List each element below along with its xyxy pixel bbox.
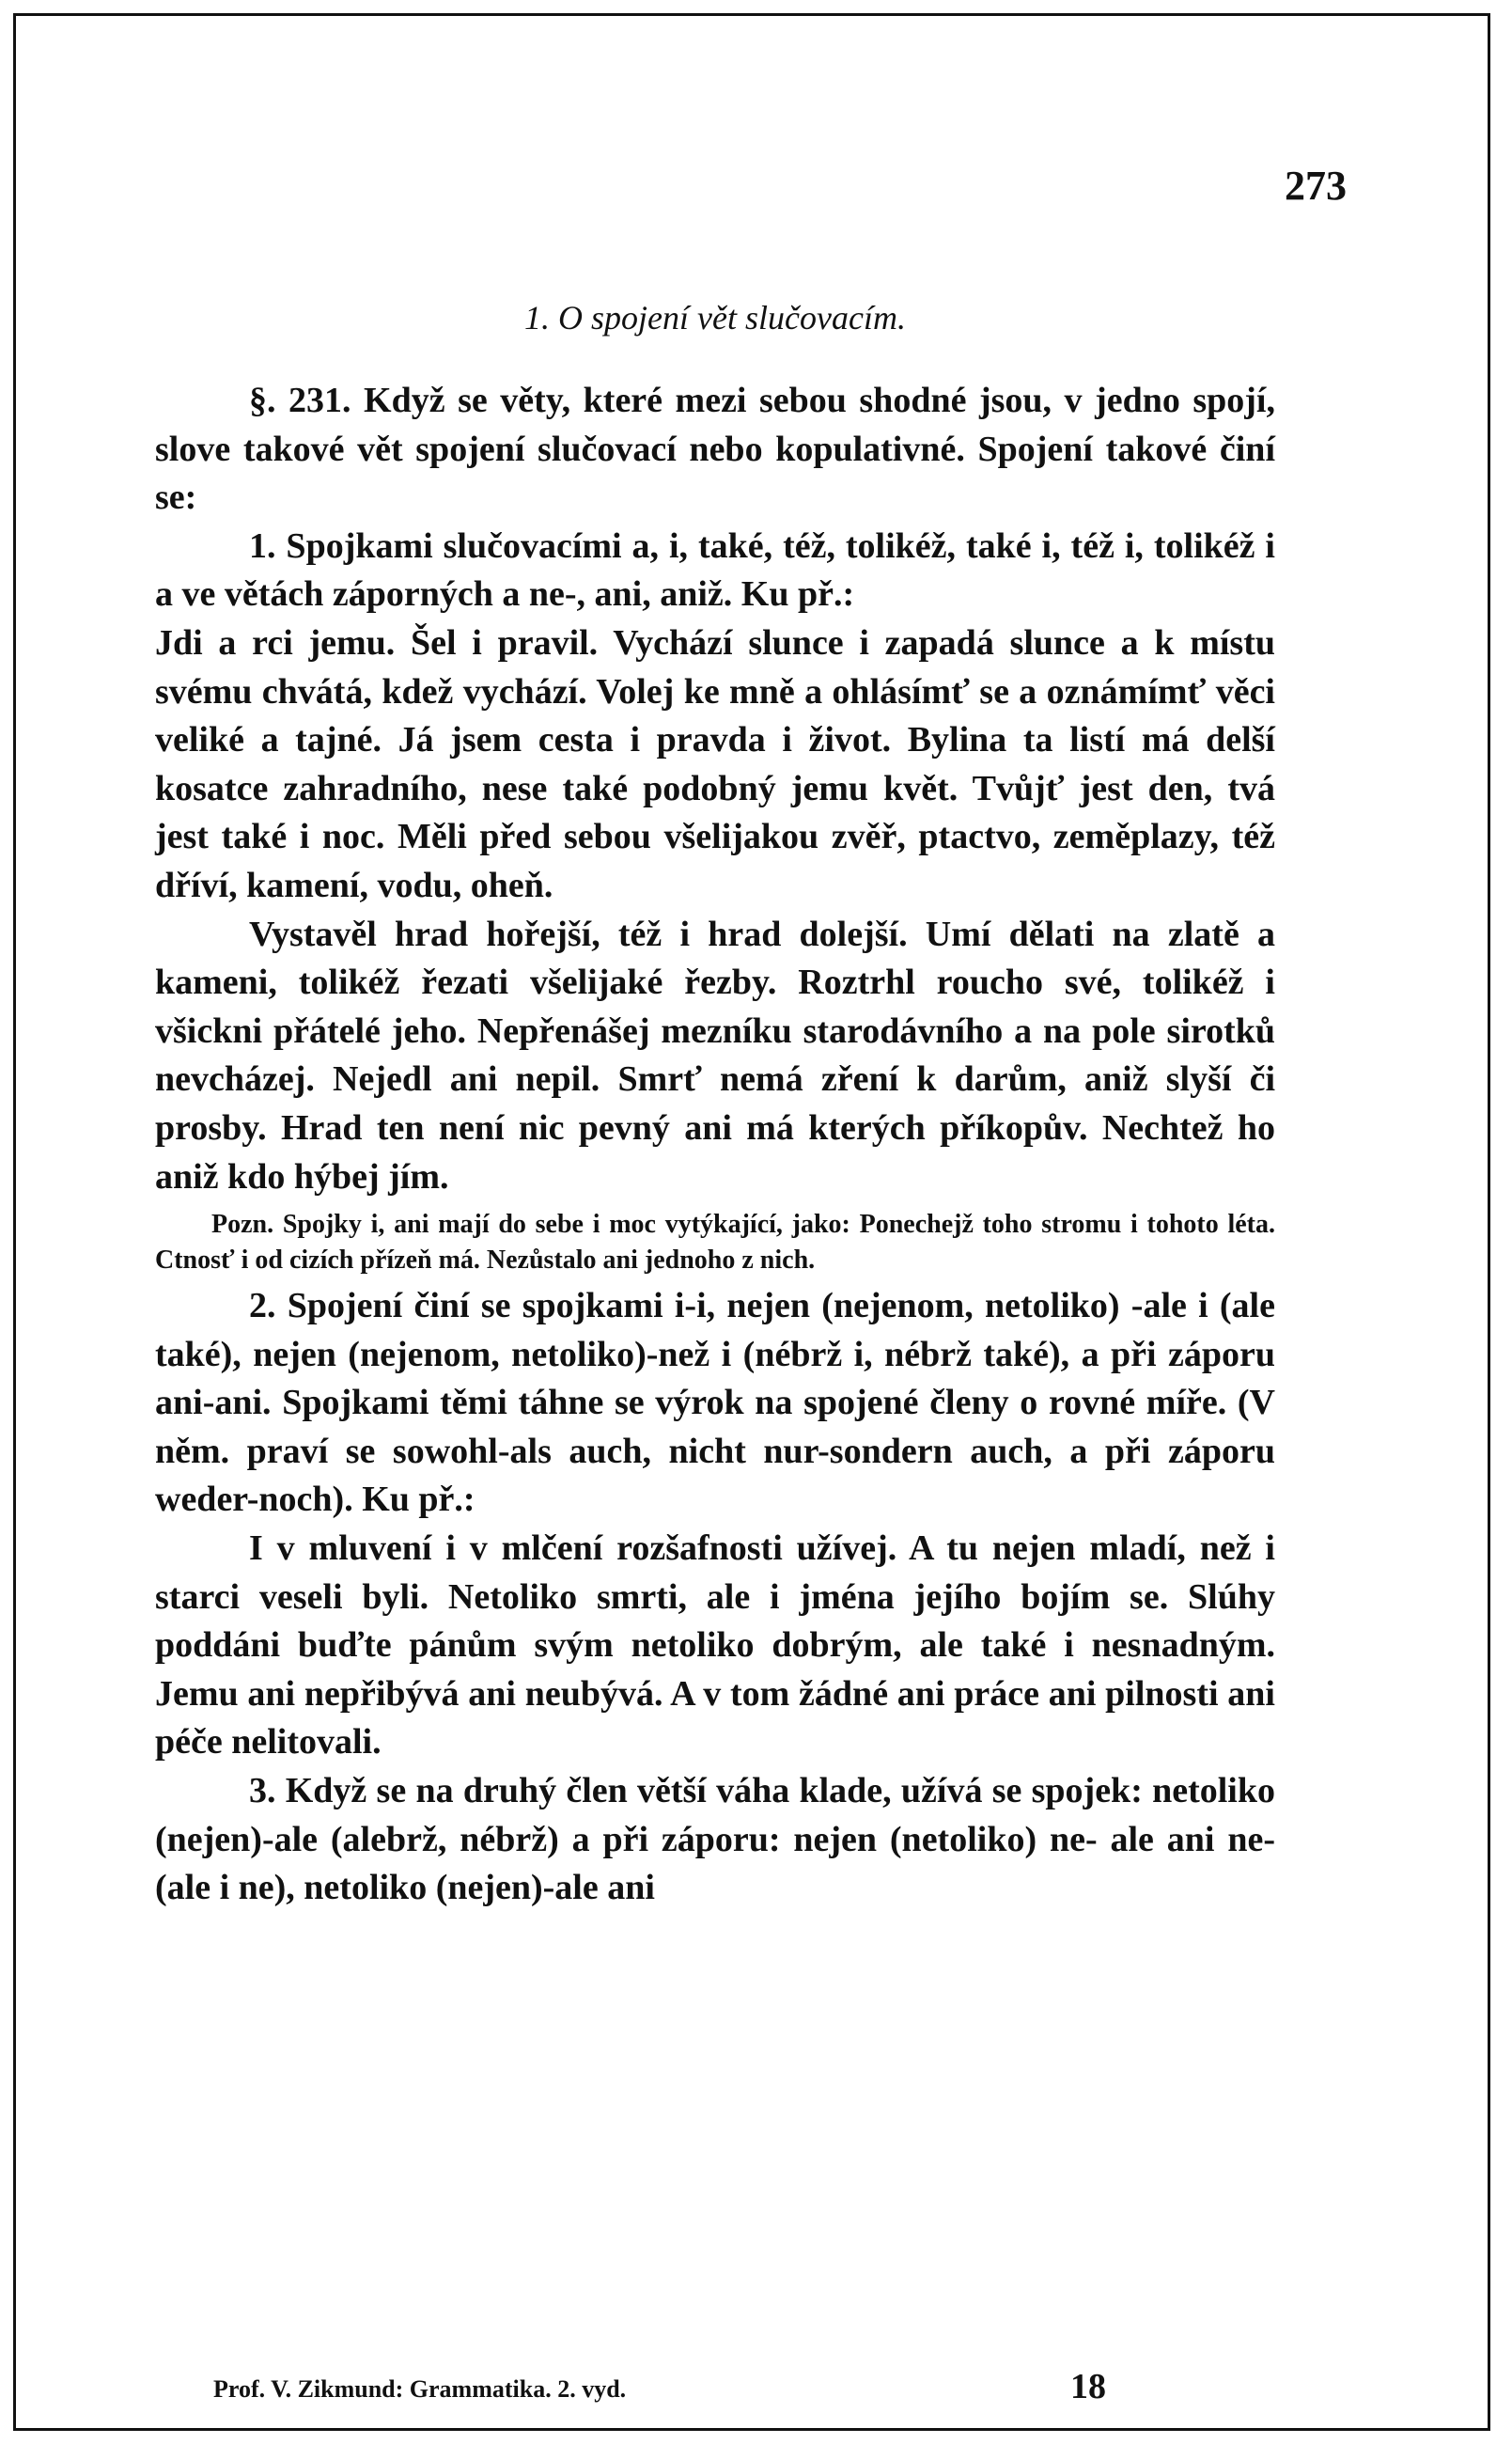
book-page: [13, 13, 1490, 2431]
page-footer: [213, 2367, 1275, 2406]
note-pozn: Pozn. Spojky i, ani mají do sebe i moc vytýkající, jako: Ponechejž toho stromu i tohoto léta. Ctnosť i od cizích přízeň má. Nezůstalo ani jednoho z nich.: [155, 1210, 1275, 1276]
footer-citation: Prof. V. Zikmund: Grammatika. 2. vyd.: [213, 2375, 627, 2403]
paragraph-examples-2: I v mluvení i v mlčení rozšafnosti užívej. A tu nejen mladí, než i starci veseli byli. Netoliko smrti, ale i jména jejího bojím se. Slúhy poddáni buďte pánům svým netoliko dobrým, ale také i nesnadným. Jemu ani nepřibývá ani neubývá. A v tom žádné ani práce ani pilnosti ani péče nelitovali.: [155, 1528, 1275, 1762]
section-heading: 1. O spojení vět slučovacím.: [524, 299, 906, 337]
paragraph-examples-1a: Jdi a rci jemu. Šel i pravil. Vychází slunce i zapadá slunce a k místu svému chvátá, kdež vychází. Volej ke mně a ohlásímť se a oznámímť věci veliké a tajné. Já jsem cesta i pravda i život. Bylina ta listí má delší kosatce zahradního, nese také podobný jemu květ. Tvůjť jest den, tvá jest také i noc. Měli před sebou všelijakou zvěř, ptactvo, zeměplazy, též dříví, kamení, vodu, oheň.: [155, 622, 1275, 905]
paragraph-rule-3: 3. Když se na druhý člen větší váha klade, užívá se spojek: netoliko (nejen)-ale (alebrž, nébrž) a při záporu: nejen (netoliko) ne- ale ani ne- (ale i ne), netoliko (nejen)-ale ani: [155, 1771, 1275, 1908]
body-text: [155, 377, 1275, 1913]
paragraph-examples-1b: Vystavěl hrad hořejší, též i hrad dolejší. Umí dělati na zlatě a kameni, tolikéž řezati všelijaké řezby. Roztrhl roucho své, tolikéž i všickni přátelé jeho. Nepřenášej mezníku starodávního a na pole sirotků nevcházej. Nejedl ani nepil. Smrť nemá zření k darům, aniž slyší či prosby. Hrad ten není nic pevný ani má kterých příkopův. Nechtež ho aniž kdo hýbej jím.: [155, 914, 1275, 1197]
paragraph-rule-2: 2. Spojení činí se spojkami i-i, nejen (nejenom, netoliko) -ale i (ale také), nejen (nejenom, netoliko)-než i (nébrž i, nébrž také), a při záporu ani-ani. Spojkami těmi táhne se výrok na spojené členy o rovné míře. (V něm. praví se sowohl-als auch, nicht nur-sondern auch, a při záporu weder-noch). Ku př.:: [155, 1286, 1275, 1520]
paragraph-231: §. 231. Když se věty, které mezi sebou shodné jsou, v jedno spojí, slove takové vět spojení slučovací nebo kopulativné. Spojení takové činí se:: [155, 381, 1275, 518]
page-number: 273: [1285, 163, 1347, 209]
signature-mark: 18: [1070, 2367, 1106, 2406]
paragraph-rule-1: 1. Spojkami slučovacími a, i, také, též, tolikéž, také i, též i, tolikéž i a ve větách záporných a ne-, ani, aniž. Ku př.:: [155, 525, 1275, 615]
